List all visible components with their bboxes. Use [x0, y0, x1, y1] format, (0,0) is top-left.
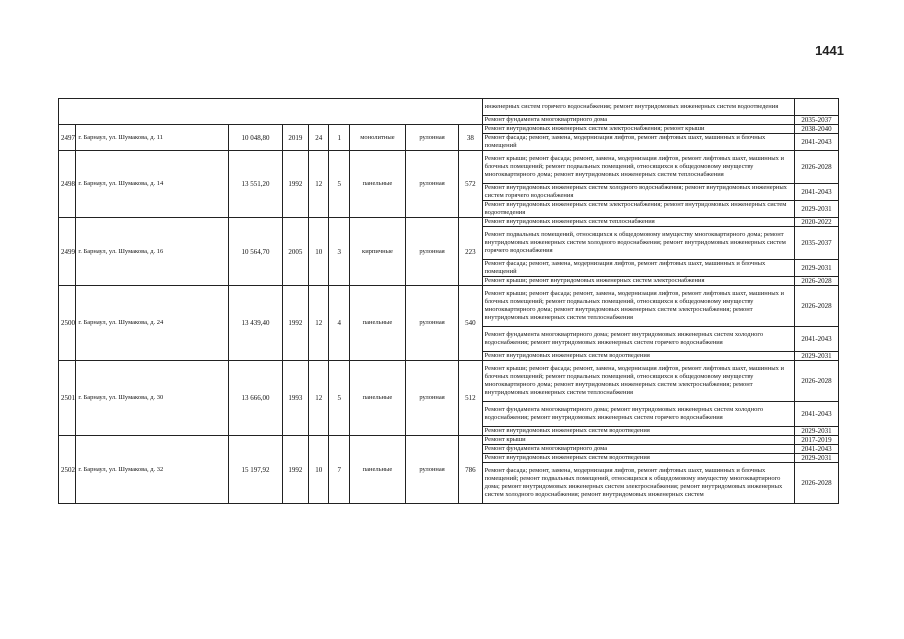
building-year: 1992 — [282, 436, 309, 504]
work-period: 2017-2019 — [795, 436, 839, 445]
wall-material: панельные — [349, 436, 405, 504]
roof-type: рулонная — [406, 286, 459, 361]
building-area: 13 666,00 — [229, 361, 282, 436]
work-description: Ремонт подвальных помещений, относящихся к общедомовому имуществу многоквартирного дома; ремонт внутридомовых инженерных систем холодного водоснабжения; ремонт внутридомовых инженерных систем горячего водоснабжения — [482, 227, 794, 260]
work-period: 2041-2043 — [795, 445, 839, 454]
building-floors: 12 — [309, 286, 329, 361]
work-description: Ремонт крыши; ремонт фасада; ремонт, замена, модернизация лифтов, ремонт лифтовых шахт, машинных и блочных помещений; ремонт подвальных помещений, относящихся к общедомовому имуществу многоквартирного дома; ремонт внутридомовых инженерных систем электроснабжения; ремонт внутридомовых инженерных систем теплоснабжения — [482, 361, 794, 402]
work-description: Ремонт фундамента многоквартирного дома; ремонт внутридомовых инженерных систем холодного водоснабжения; ремонт внутридомовых инженерных систем горячего водоснабжения — [482, 402, 794, 427]
building-address: г. Барнаул, ул. Шумакова, д. 30 — [76, 361, 229, 436]
wall-material: панельные — [349, 286, 405, 361]
building-year: 1993 — [282, 361, 309, 436]
residents-count: 572 — [459, 151, 483, 218]
building-floors: 12 — [309, 151, 329, 218]
building-address: г. Барнаул, ул. Шумакова, д. 14 — [76, 151, 229, 218]
building-entrances: 5 — [329, 361, 349, 436]
work-description: Ремонт фундамента многоквартирного дома; ремонт внутридомовых инженерных систем холодного водоснабжения; ремонт внутридомовых инженерных систем горячего водоснабжения — [482, 327, 794, 352]
building-area: 10 048,80 — [229, 125, 282, 151]
building-number: 2498 — [59, 151, 76, 218]
work-description: инженерных систем горячего водоснабжения; ремонт внутридомовых инженерных систем водоотведения — [482, 99, 794, 116]
building-address: г. Барнаул, ул. Шумакова, д. 16 — [76, 218, 229, 286]
roof-type: рулонная — [406, 436, 459, 504]
work-period: 2026-2028 — [795, 361, 839, 402]
wall-material: монолитные — [349, 125, 405, 151]
work-description: Ремонт крыши; ремонт внутридомовых инженерных систем электроснабжения — [482, 277, 794, 286]
roof-type: рулонная — [406, 361, 459, 436]
residents-count: 540 — [459, 286, 483, 361]
work-description: Ремонт внутридомовых инженерных систем холодного водоснабжения; ремонт внутридомовых инженерных систем горячего водоснабжения — [482, 184, 794, 201]
building-floors: 24 — [309, 125, 329, 151]
work-period: 2026-2028 — [795, 286, 839, 327]
building-number: 2497 — [59, 125, 76, 151]
continuation-empty-cells — [59, 99, 483, 125]
work-period: 2041-2043 — [795, 134, 839, 151]
building-number: 2499 — [59, 218, 76, 286]
residents-count: 512 — [459, 361, 483, 436]
work-description: Ремонт внутридомовых инженерных систем электроснабжения; ремонт внутридомовых инженерных систем водоотведения — [482, 201, 794, 218]
work-description: Ремонт фасада; ремонт, замена, модернизация лифтов, ремонт лифтовых шахт, машинных и блочных помещений — [482, 134, 794, 151]
work-description: Ремонт крыши; ремонт фасада; ремонт, замена, модернизация лифтов, ремонт лифтовых шахт, машинных и блочных помещений; ремонт подвальных помещений, относящихся к общедомовому имуществу многоквартирного дома; ремонт внутридомовых инженерных систем электроснабжения; ремонт внутридомовых инженерных систем теплоснабжения — [482, 286, 794, 327]
work-period: 2041-2043 — [795, 402, 839, 427]
building-area: 13 551,20 — [229, 151, 282, 218]
building-entrances: 7 — [329, 436, 349, 504]
table-row — [59, 436, 839, 445]
work-period: 2035-2037 — [795, 116, 839, 125]
wall-material: кирпичные — [349, 218, 405, 286]
residents-count: 786 — [459, 436, 483, 504]
building-year: 2005 — [282, 218, 309, 286]
work-description: Ремонт внутридомовых инженерных систем электроснабжения; ремонт крыши — [482, 125, 794, 134]
building-address: г. Барнаул, ул. Шумакова, д. 32 — [76, 436, 229, 504]
work-period: 2029-2031 — [795, 427, 839, 436]
building-address: г. Барнаул, ул. Шумакова, д. 11 — [76, 125, 229, 151]
page-number: 1441 — [815, 43, 844, 58]
work-period: 2029-2031 — [795, 352, 839, 361]
work-description: Ремонт внутридомовых инженерных систем теплоснабжения — [482, 218, 794, 227]
work-period: 2029-2031 — [795, 454, 839, 463]
work-period: 2041-2043 — [795, 327, 839, 352]
work-period: 2041-2043 — [795, 184, 839, 201]
roof-type: рулонная — [406, 125, 459, 151]
building-year: 1992 — [282, 286, 309, 361]
work-description: Ремонт фундамента многоквартирного дома — [482, 116, 794, 125]
work-description: Ремонт фасада; ремонт, замена, модернизация лифтов, ремонт лифтовых шахт, машинных и блочных помещений — [482, 260, 794, 277]
table-body — [59, 99, 839, 504]
work-description: Ремонт крыши; ремонт фасада; ремонт, замена, модернизация лифтов, ремонт лифтовых шахт, машинных и блочных помещений; ремонт подвальных помещений, относящихся к общедомовому имуществу многоквартирного дома; ремонт внутридомовых инженерных систем теплоснабжения — [482, 151, 794, 184]
wall-material: панельные — [349, 361, 405, 436]
work-period: 2035-2037 — [795, 227, 839, 260]
wall-material: панельные — [349, 151, 405, 218]
building-entrances: 1 — [329, 125, 349, 151]
building-floors: 10 — [309, 218, 329, 286]
table-row — [59, 361, 839, 402]
work-description: Ремонт фундамента многоквартирного дома — [482, 445, 794, 454]
building-entrances: 5 — [329, 151, 349, 218]
table-row — [59, 218, 839, 227]
building-entrances: 4 — [329, 286, 349, 361]
building-number: 2500 — [59, 286, 76, 361]
work-period: 2038-2040 — [795, 125, 839, 134]
work-period: 2029-2031 — [795, 201, 839, 218]
building-address: г. Барнаул, ул. Шумакова, д. 24 — [76, 286, 229, 361]
building-number: 2502 — [59, 436, 76, 504]
work-period: 2026-2028 — [795, 151, 839, 184]
work-description: Ремонт фасада; ремонт, замена, модернизация лифтов, ремонт лифтовых шахт, машинных и блочных помещений; ремонт подвальных помещений, относящихся к общедомовому имуществу многоквартирного дома; ремонт внутридомовых инженерных систем электроснабжения; ремонт внутридомовых инженерных систем холодного водоснабжения; ремонт внутридомовых инженерных систем — [482, 463, 794, 504]
residents-count: 38 — [459, 125, 483, 151]
work-description: Ремонт внутридомовых инженерных систем водоотведения — [482, 427, 794, 436]
work-period: 2020-2022 — [795, 218, 839, 227]
building-year: 2019 — [282, 125, 309, 151]
building-area: 13 439,40 — [229, 286, 282, 361]
table-row — [59, 286, 839, 327]
building-entrances: 3 — [329, 218, 349, 286]
roof-type: рулонная — [406, 151, 459, 218]
table-row — [59, 125, 839, 134]
building-year: 1992 — [282, 151, 309, 218]
work-description: Ремонт внутридомовых инженерных систем водоотведения — [482, 454, 794, 463]
building-floors: 10 — [309, 436, 329, 504]
building-floors: 12 — [309, 361, 329, 436]
housing-repair-table — [58, 98, 839, 504]
work-description: Ремонт крыши — [482, 436, 794, 445]
continuation-row — [59, 99, 839, 116]
table-row — [59, 151, 839, 184]
work-period: 2026-2028 — [795, 277, 839, 286]
work-description: Ремонт внутридомовых инженерных систем водоотведения — [482, 352, 794, 361]
building-area: 15 197,92 — [229, 436, 282, 504]
work-period — [795, 99, 839, 116]
residents-count: 223 — [459, 218, 483, 286]
building-area: 10 564,70 — [229, 218, 282, 286]
roof-type: рулонная — [406, 218, 459, 286]
building-number: 2501 — [59, 361, 76, 436]
work-period: 2026-2028 — [795, 463, 839, 504]
work-period: 2029-2031 — [795, 260, 839, 277]
